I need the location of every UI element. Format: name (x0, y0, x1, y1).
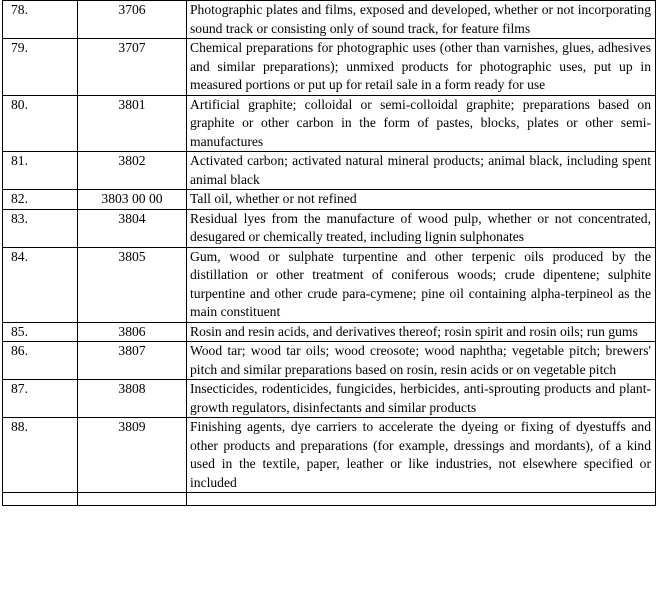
row-number: 79. (3, 39, 78, 96)
row-number: 87. (3, 380, 78, 418)
table-row (3, 190, 656, 210)
row-number: 83. (3, 209, 78, 247)
tariff-code: 3801 (78, 95, 187, 152)
row-number: 86. (3, 342, 78, 380)
table-row (3, 39, 656, 96)
product-description: Gum, wood or sulphate turpentine and other terpenic oils produced by the distillation or other treatment of coniferous woods; crude dipentene; sulphite turpentine and other crude para-cymene; pine oil containing alpha-terpineol as the main constituent (187, 247, 656, 322)
product-description: Chemical preparations for photographic uses (other than varnishes, glues, adhesives and similar preparations); unmixed products for photographic uses, put up in measured portions or put up for retail sale in a form ready for use (187, 39, 656, 96)
row-number: 85. (3, 322, 78, 342)
product-description: Wood tar; wood tar oils; wood creosote; wood naphtha; vegetable pitch; brewers' pitch and similar preparations based on rosin, resin acids or on vegetable pitch (187, 342, 656, 380)
row-number: 80. (3, 95, 78, 152)
cell-empty (3, 493, 78, 506)
row-number: 81. (3, 152, 78, 190)
product-description: Residual lyes from the manufacture of wood pulp, whether or not concentrated, desugared or chemically treated, including lignin sulphonates (187, 209, 656, 247)
tariff-code: 3809 (78, 418, 187, 493)
tariff-code: 3806 (78, 322, 187, 342)
tariff-code: 3807 (78, 342, 187, 380)
table-row (3, 342, 656, 380)
row-number: 82. (3, 190, 78, 210)
product-description: Finishing agents, dye carriers to accelerate the dyeing or fixing of dyestuffs and other products and preparations (for example, dressings and mordants), of a kind used in the textile, paper, leather or like industries, not elsewhere specified or included (187, 418, 656, 493)
product-description: Photographic plates and films, exposed and developed, whether or not incorporating sound track or consisting only of sound track, for feature films (187, 1, 656, 39)
product-description: Tall oil, whether or not refined (187, 190, 656, 210)
table-row (3, 322, 656, 342)
table-row (3, 418, 656, 493)
tariff-code: 3808 (78, 380, 187, 418)
tariff-code: 3802 (78, 152, 187, 190)
cell-empty (187, 493, 656, 506)
table-row (3, 152, 656, 190)
tariff-table (2, 0, 656, 506)
table-row-partial-bottom (3, 493, 656, 506)
table-row (3, 380, 656, 418)
row-number: 78. (3, 1, 78, 39)
row-number: 84. (3, 247, 78, 322)
tariff-code: 3805 (78, 247, 187, 322)
product-description: Activated carbon; activated natural mineral products; animal black, including spent animal black (187, 152, 656, 190)
product-description: Artificial graphite; colloidal or semi-colloidal graphite; preparations based on graphite or other carbon in the form of pastes, blocks, plates or other semi-manufactures (187, 95, 656, 152)
product-description: Insecticides, rodenticides, fungicides, herbicides, anti-sprouting products and plant-growth regulators, disinfectants and similar products (187, 380, 656, 418)
product-description: Rosin and resin acids, and derivatives thereof; rosin spirit and rosin oils; run gums (187, 322, 656, 342)
table-row (3, 95, 656, 152)
row-number: 88. (3, 418, 78, 493)
table-row (3, 247, 656, 322)
table-row (3, 1, 656, 39)
tariff-code: 3804 (78, 209, 187, 247)
cell-empty (78, 493, 187, 506)
tariff-code: 3707 (78, 39, 187, 96)
table-row (3, 209, 656, 247)
tariff-code: 3803 00 00 (78, 190, 187, 210)
tariff-code: 3706 (78, 1, 187, 39)
